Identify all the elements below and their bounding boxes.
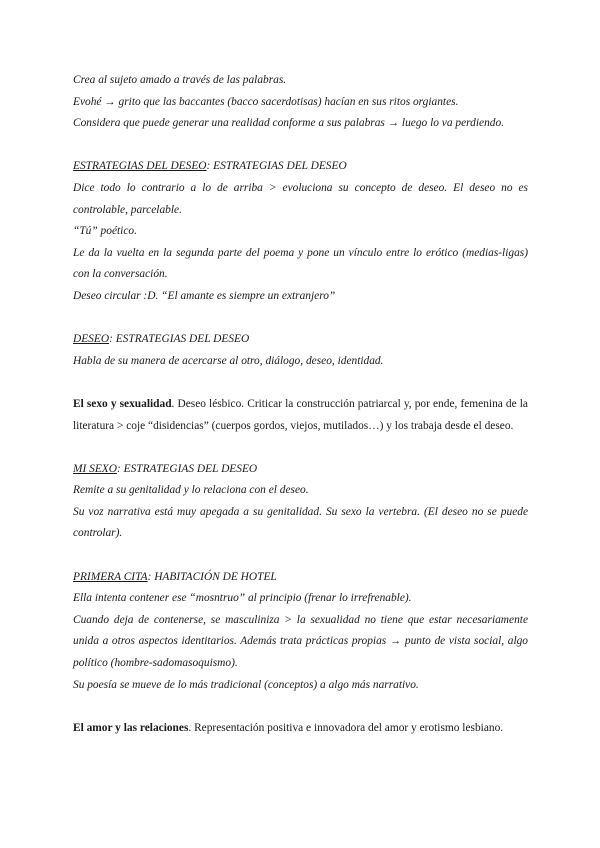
amor-paragraph bbox=[73, 718, 528, 740]
estrategias-heading-title: ESTRATEGIAS DEL DESEO bbox=[73, 160, 207, 173]
primera-cita-heading bbox=[73, 567, 528, 589]
primera-cita-line-3: Su poesía se mueve de lo más tradicional (conceptos) a algo más narrativo. bbox=[73, 678, 419, 691]
intro-line-3: Considera que puede generar una realidad conforme a sus palabras → luego lo va perdiendo. bbox=[73, 117, 505, 130]
deseo-heading bbox=[73, 329, 528, 351]
deseo-heading-rest: : ESTRATEGIAS DEL DESEO bbox=[109, 333, 250, 346]
primera-cita-heading-rest: : HABITACIÓN DE HOTEL bbox=[147, 570, 277, 583]
intro-line-1: Crea al sujeto amado a través de las palabras. bbox=[73, 74, 287, 86]
mi-sexo-line-2: Su voz narrativa está muy apegada a su genitalidad. Su sexo la vertebra. (El deseo no se puede controlar). bbox=[73, 505, 528, 540]
deseo-heading-title: DESEO bbox=[73, 333, 110, 346]
sexo-title: El sexo y sexualidad bbox=[73, 397, 172, 410]
estrategias-line-4: Deseo circular :D. “El amante es siempre un extranjero” bbox=[73, 289, 336, 302]
estrategias-heading bbox=[73, 156, 528, 178]
deseo-line-1: Habla de su manera de acercarse al otro, diálogo, deseo, identidad. bbox=[73, 354, 384, 367]
mi-sexo-heading bbox=[73, 459, 528, 481]
mi-sexo-heading-rest: : ESTRATEGIAS DEL DESEO bbox=[116, 462, 258, 475]
primera-cita-line-2: Cuando deja de contenerse, se masculiniza > la sexualidad no tiene que estar necesariamente unida a otros aspectos identitarios. Además trata prácticas propias → punto de vista social, algo político (hombre-sadomasoquismo). bbox=[73, 613, 528, 670]
estrategias-line-3: Le da la vuelta en la segunda parte del poema y pone un vínculo entre lo erótico (medias-ligas) con la conversación. bbox=[73, 246, 528, 281]
estrategias-line-1: Dice todo lo contrario a lo de arriba > evoluciona su concepto de deseo. El deseo no es controlable, parcelable. bbox=[73, 181, 528, 216]
mi-sexo-heading-title: MI SEXO bbox=[73, 462, 117, 475]
estrategias-line-2: “Tú” poético. bbox=[73, 225, 137, 238]
estrategias-heading-rest: : ESTRATEGIAS DEL DESEO bbox=[206, 160, 347, 173]
document-page bbox=[73, 70, 528, 739]
primera-cita-heading-title: PRIMERA CITA bbox=[73, 570, 148, 583]
primera-cita-line-1: Ella intenta contener ese “mosntruo” al principio (frenar lo irrefrenable). bbox=[73, 592, 412, 605]
mi-sexo-line-1: Remite a su genitalidad y lo relaciona con el deseo. bbox=[73, 484, 309, 497]
intro-line-2: Evohé → grito que las baccantes (bacco sacerdotisas) hacían en sus ritos orgiantes. bbox=[73, 95, 459, 108]
amor-title: El amor y las relaciones bbox=[73, 721, 189, 734]
sexo-text: . Deseo lésbico. Criticar la construcción patriarcal y, por ende, femenina de la literatura > coje “disidencias” (cuerpos gordos, viejos, mutilados…) y los trabaja desde el deseo. bbox=[73, 397, 528, 432]
sexo-paragraph bbox=[73, 394, 528, 437]
amor-text: . Representación positiva e innovadora del amor y erotismo lesbiano. bbox=[188, 721, 504, 734]
